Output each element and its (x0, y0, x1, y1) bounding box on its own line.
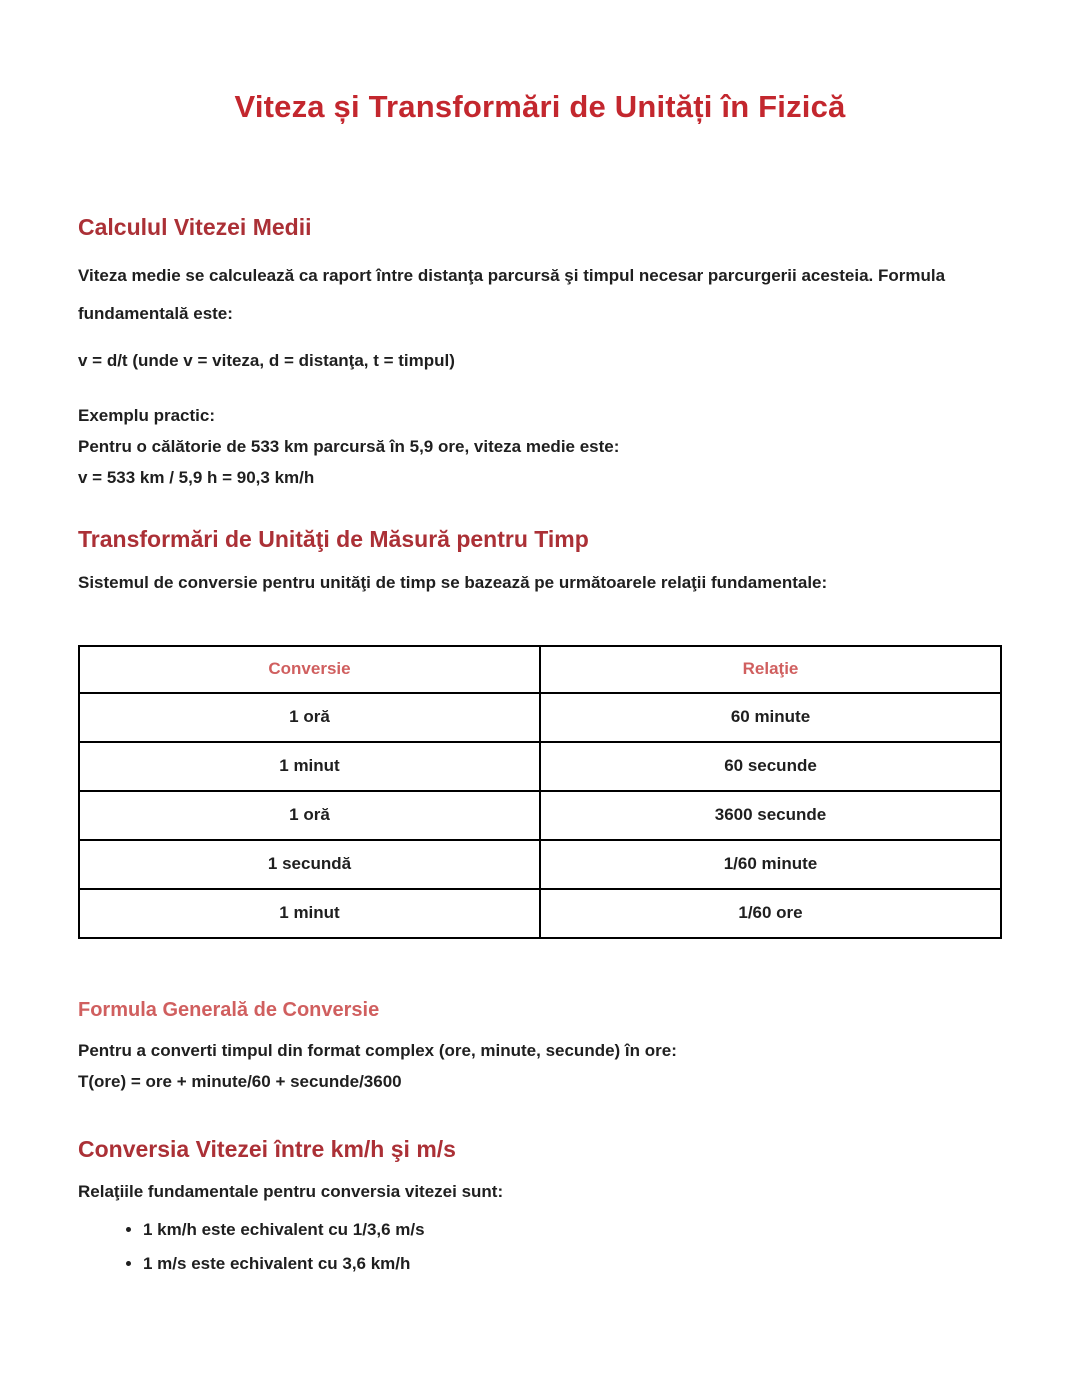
conversion-table-head (79, 646, 1001, 693)
table-row (79, 791, 1001, 840)
subsection-heading-formula-generala: Formula Generală de Conversie (78, 998, 380, 1021)
table-row (79, 840, 1001, 889)
paragraph-sistem-conversie-intro: Sistemul de conversie pentru unităţi de timp se bazează pe următoarele relaţii fundamentale: (78, 572, 828, 592)
table-cell-conversie: 1 minut (79, 889, 540, 938)
example-label: Exemplu practic: (78, 405, 215, 425)
section-heading-calculul-vitezei-medii: Calculul Vitezei Medii (78, 213, 312, 240)
paragraph-viteza-medie-intro: Viteza medie se calculează ca raport între distanţa parcursă şi timpul necesar parcurgerii acesteia. Formula fundamentală este: (78, 265, 946, 323)
formula-viteza-medie: v = d/t (unde v = viteza, d = distanţa, t = timpul) (78, 350, 455, 370)
list-item-kmh-to-ms: • 1 km/h este echivalent cu 1/3,6 m/s (143, 1213, 1002, 1247)
section-heading-conversia-vitezei: Conversia Vitezei între km/h şi m/s (78, 1135, 456, 1162)
section-heading-transformari-timp: Transformări de Unităţi de Măsură pentru Timp (78, 525, 589, 552)
document-page (0, 88, 1080, 1397)
conversion-bullet-list (78, 1213, 1002, 1281)
table-cell-conversie: 1 oră (79, 791, 540, 840)
table-cell-relatie: 3600 secunde (540, 791, 1001, 840)
paragraph-relatii-fundamentale-intro: Relaţiile fundamentale pentru conversia vitezei sunt: (78, 1182, 504, 1202)
table-header-row (79, 646, 1001, 693)
table-cell-conversie: 1 oră (79, 693, 540, 742)
formula-generala-line2: T(ore) = ore + minute/60 + secunde/3600 (78, 1071, 402, 1091)
table-cell-conversie: 1 minut (79, 742, 540, 791)
document-title: Viteza și Transformări de Unități în Fizică (234, 89, 846, 124)
table-row (79, 742, 1001, 791)
example-result: v = 533 km / 5,9 h = 90,3 km/h (78, 467, 315, 487)
paragraph-formula-generala (78, 1035, 1002, 1097)
list-item-ms-to-kmh: • 1 m/s este echivalent cu 3,6 km/h (143, 1247, 1002, 1281)
table-header-conversie: Conversie (79, 646, 540, 693)
table-cell-conversie: 1 secundă (79, 840, 540, 889)
table-cell-relatie: 60 secunde (540, 742, 1001, 791)
table-cell-relatie: 1/60 minute (540, 840, 1001, 889)
table-cell-relatie: 1/60 ore (540, 889, 1001, 938)
table-cell-relatie: 60 minute (540, 693, 1001, 742)
conversion-table (78, 645, 1002, 939)
table-row (79, 693, 1001, 742)
example-statement: Pentru o călătorie de 533 km parcursă în 5,9 ore, viteza medie este: (78, 436, 620, 456)
conversion-table-body (79, 693, 1001, 938)
table-header-relatie: Relaţie (540, 646, 1001, 693)
table-row (79, 889, 1001, 938)
example-block (78, 400, 1002, 493)
formula-generala-line1: Pentru a converti timpul din format complex (ore, minute, secunde) în ore: (78, 1040, 677, 1060)
